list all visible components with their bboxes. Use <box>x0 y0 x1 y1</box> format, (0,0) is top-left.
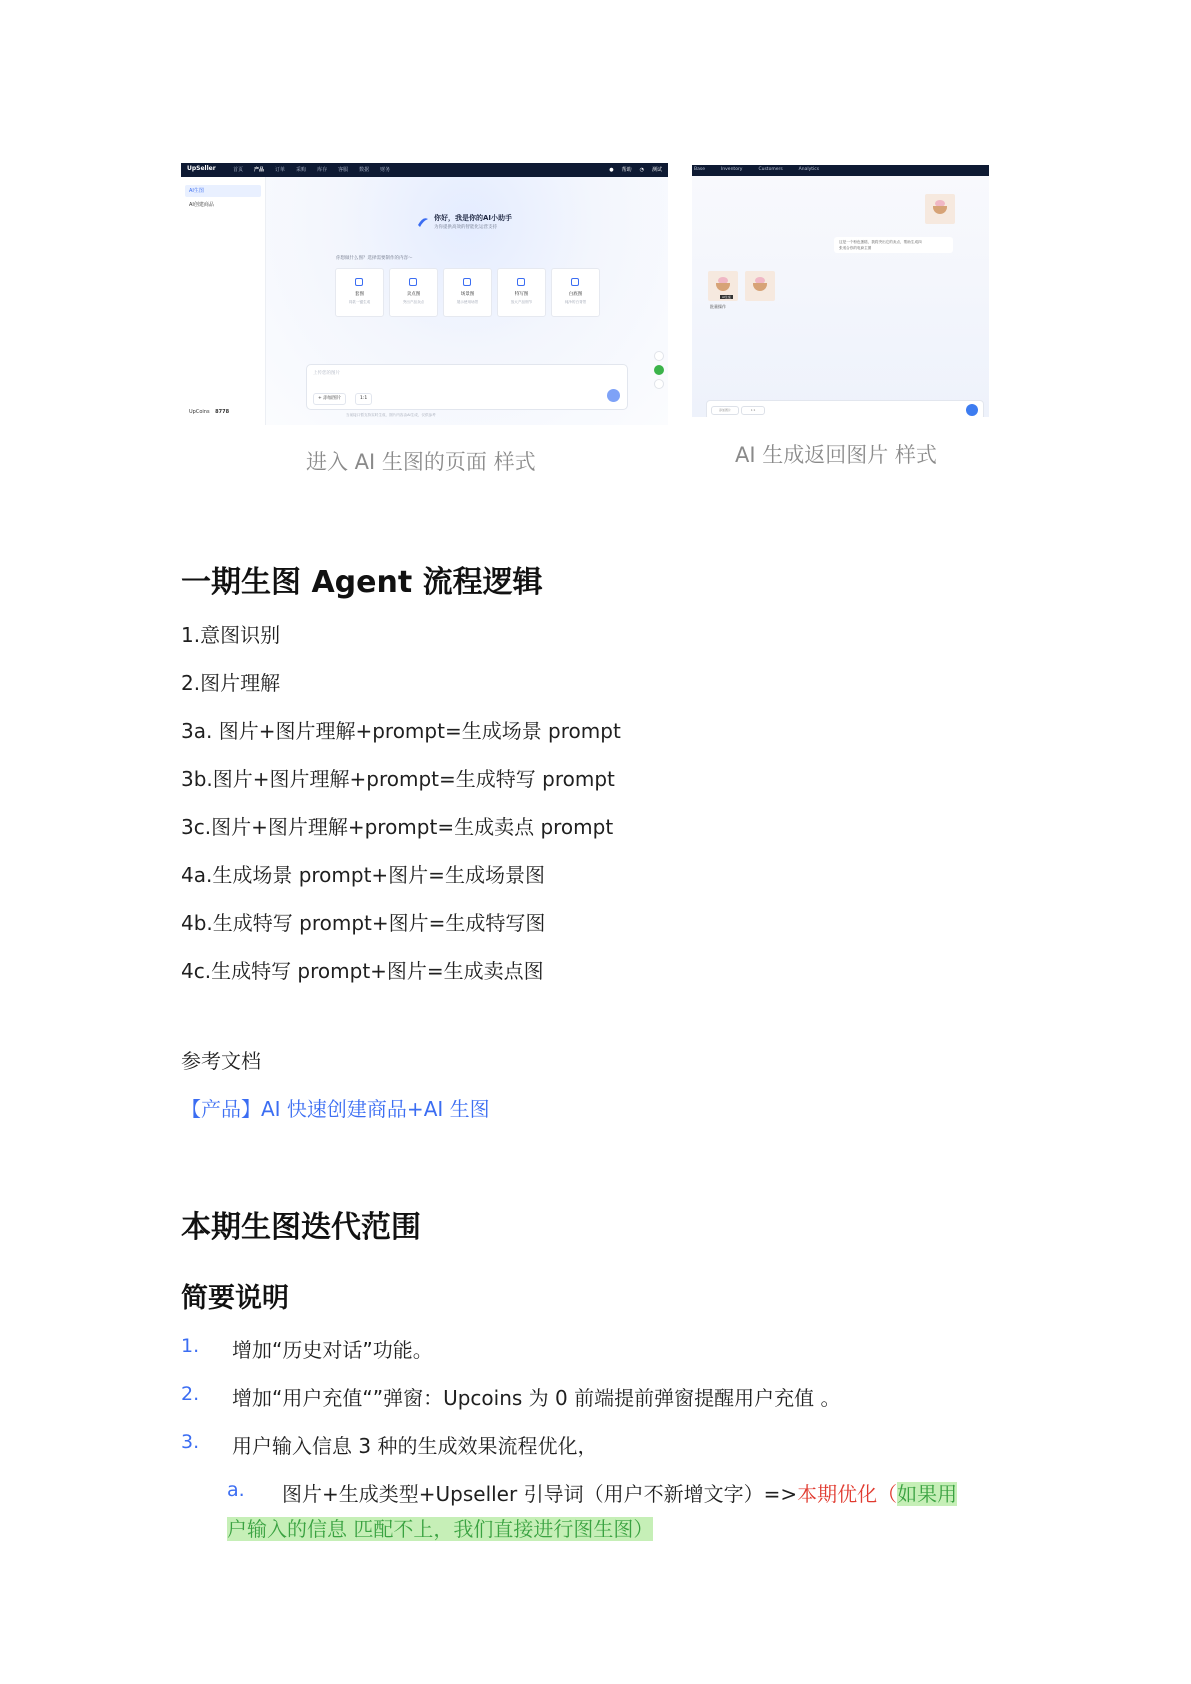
nav-item[interactable]: 财务 <box>380 167 391 173</box>
card-desc: 放大产品细节 <box>510 300 533 304</box>
prompt-hint: 你想做什么图？选择需要制作的内容～ <box>336 256 413 261</box>
highlight-note: 户输入的信息 匹配不上，我们直接进行图生图） <box>227 1517 654 1541</box>
list-number: 3. <box>181 1431 200 1453</box>
card-closeup[interactable] <box>497 268 546 317</box>
sidebar-item-ai-create-product[interactable]: AI创建商品 <box>189 202 214 208</box>
card-scene[interactable] <box>443 268 492 317</box>
top-navbar <box>181 163 668 177</box>
card-desc: 纯净的白背景 <box>564 300 587 304</box>
reference-doc-link[interactable]: 【产品】AI 快速创建商品+AI 生图 <box>181 1097 490 1121</box>
search-icon[interactable] <box>654 365 664 375</box>
topbar-right <box>609 166 662 173</box>
square-icon <box>571 278 579 286</box>
user-menu[interactable]: 测试 <box>651 167 662 173</box>
assistant-message-bubble <box>834 237 953 253</box>
bubble-line: 张适合你的电商主图 <box>839 246 872 250</box>
nav-item-active[interactable]: 产品 <box>254 167 265 173</box>
ai-generated-tag: AI生成 <box>722 295 731 299</box>
generated-image[interactable] <box>745 271 775 301</box>
subsection-heading: 简要说明 <box>181 1283 289 1314</box>
phone-icon[interactable] <box>654 379 664 389</box>
sublist-item-line1 <box>282 1478 957 1507</box>
step-item: 4b.生成特写 prompt+图片=生成特写图 <box>181 911 546 935</box>
nav-item[interactable]: Customers <box>758 167 783 172</box>
top-nav <box>694 167 819 172</box>
send-button[interactable] <box>607 389 620 402</box>
bubble-line: 这是一个粉色蛋糕，我将突出它的卖点，帮助生成四 <box>839 240 922 244</box>
prompt-input-box[interactable] <box>306 364 628 410</box>
step-item: 3a. 图片+图片理解+prompt=生成场景 prompt <box>181 719 621 743</box>
chat-area <box>692 176 989 417</box>
send-button[interactable] <box>966 404 978 416</box>
list-number: 2. <box>181 1383 200 1405</box>
card-title: 套图 <box>355 292 364 297</box>
nav-item[interactable]: Base <box>694 167 705 172</box>
step-item: 1.意图识别 <box>181 623 281 647</box>
sublist-text: 图片+生成类型+Upseller 引导词（用户不新增文字）=> <box>282 1482 798 1506</box>
top-navbar <box>692 165 989 176</box>
upcoins-label: UpCoins <box>189 409 210 415</box>
nav-item[interactable]: 采购 <box>296 167 307 173</box>
pin-icon <box>409 278 417 286</box>
list-item-text: 增加“历史对话”功能。 <box>232 1338 433 1362</box>
list-item-text: 增加“用户充值“”弹窗：Upcoins 为 0 前端提前弹窗提醒用户充值 。 <box>232 1386 841 1410</box>
add-image-button[interactable]: 添加图片 <box>711 406 739 415</box>
step-item: 3c.图片+图片理解+prompt=生成卖点 prompt <box>181 815 614 839</box>
ratio-select[interactable]: 1:1 <box>741 406 765 415</box>
batch-action-link[interactable]: 批量操作 <box>710 304 726 309</box>
card-desc: 展示使用场景 <box>456 300 479 304</box>
nav-item[interactable]: 库存 <box>317 167 328 173</box>
nav-item[interactable]: 数据 <box>359 167 370 173</box>
top-nav <box>233 166 390 173</box>
card-title: 白底图 <box>568 292 583 297</box>
sublist-item-line2 <box>227 1513 653 1542</box>
card-title: 卖点图 <box>406 292 421 297</box>
image-type-cards <box>335 268 600 317</box>
step-item: 4c.生成特写 prompt+图片=生成卖点图 <box>181 959 544 983</box>
nav-item[interactable]: 客服 <box>338 167 349 173</box>
list-number: 1. <box>181 1335 200 1357</box>
highlight-note: 如果用 <box>897 1482 958 1506</box>
list-item-text: 用户输入信息 3 种的生成效果流程优化， <box>232 1434 598 1458</box>
brand-logo: UpSeller <box>187 165 216 172</box>
headset-icon[interactable] <box>654 351 664 361</box>
scene-icon <box>463 278 471 286</box>
nav-item[interactable]: Analytics <box>798 167 820 172</box>
card-white-bg[interactable] <box>551 268 600 317</box>
section-heading: 本期生图迭代范围 <box>181 1210 421 1245</box>
assistant-logo-icon <box>416 215 430 229</box>
help-link[interactable]: 帮助 <box>621 167 632 173</box>
user-uploaded-image[interactable] <box>925 194 955 224</box>
focus-icon <box>517 278 525 286</box>
assistant-greeting-sub: 为你提供高效的智能化运营支持 <box>434 225 497 230</box>
ratio-select[interactable]: 1:1 <box>355 393 372 405</box>
prompt-input-box[interactable] <box>706 400 984 417</box>
reference-label: 参考文档 <box>181 1049 261 1073</box>
screenshot-ai-result <box>692 165 989 417</box>
card-title: 场景图 <box>460 292 475 297</box>
nav-item[interactable]: 订单 <box>275 167 286 173</box>
sidebar-item-ai-image[interactable]: AI生图 <box>185 185 261 197</box>
prompt-placeholder: 上传您的图片 <box>313 371 340 376</box>
step-item: 3b.图片+图片理解+prompt=生成特写 prompt <box>181 767 615 791</box>
sidebar <box>181 177 266 425</box>
nav-item[interactable]: 首页 <box>233 167 244 173</box>
globe-icon[interactable]: ● <box>609 166 614 173</box>
section-heading: 一期生图 Agent 流程逻辑 <box>181 565 543 600</box>
caption-right: AI 生成返回图片 样式 <box>735 443 937 467</box>
assistant-greeting: 你好，我是你的AI小助手 <box>434 214 513 222</box>
upcoins-value: 8778 <box>215 409 230 415</box>
card-set-image[interactable] <box>335 268 384 317</box>
image-icon <box>355 278 363 286</box>
main-area <box>266 177 668 425</box>
bell-icon[interactable]: ◔ <box>639 166 644 173</box>
optimization-label: 本期优化（ <box>797 1482 898 1506</box>
card-title: 特写图 <box>514 292 529 297</box>
add-image-button[interactable]: + 添加图片 <box>313 393 346 405</box>
nav-item[interactable]: Inventory <box>720 167 743 172</box>
caption-left: 进入 AI 生图的页面 样式 <box>306 450 536 474</box>
screenshot-ai-image-page <box>181 163 668 425</box>
footer-note: 当前接口暂支持实时生成，图片内容由AI生成，仅供参考 <box>346 413 436 417</box>
step-item: 2.图片理解 <box>181 671 281 695</box>
card-desc: 同款一键生成 <box>348 300 371 304</box>
card-selling-point[interactable] <box>389 268 438 317</box>
step-item: 4a.生成场景 prompt+图片=生成场景图 <box>181 863 545 887</box>
sublist-letter: a. <box>227 1479 245 1501</box>
upcoins-balance <box>189 409 229 415</box>
card-desc: 突出产品卖点 <box>402 300 425 304</box>
